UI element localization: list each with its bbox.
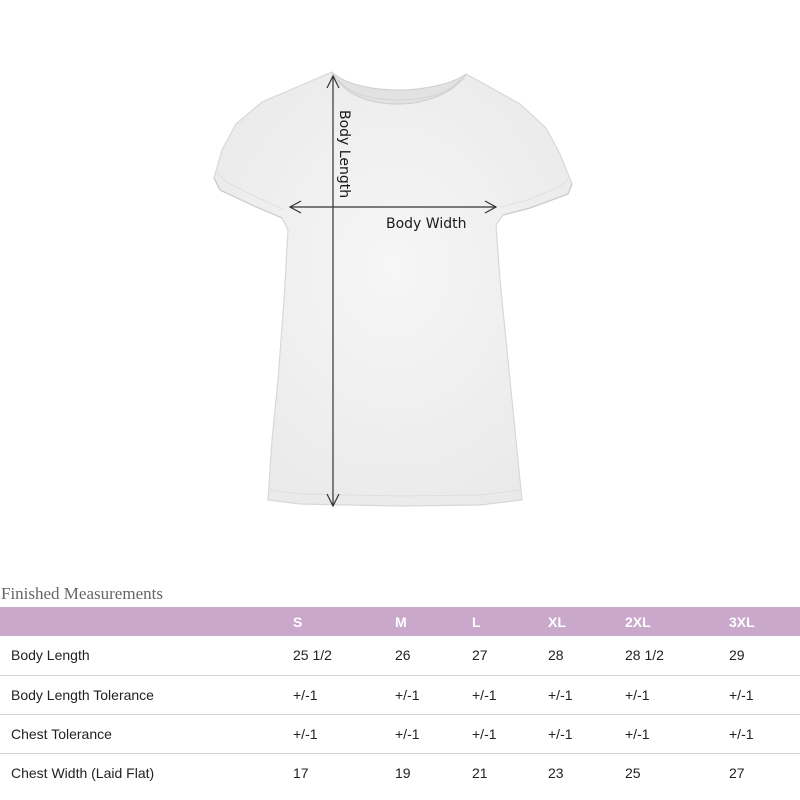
table-cell: +/-1	[293, 686, 318, 703]
table-cell: +/-1	[729, 725, 754, 742]
table-cell: 17	[293, 764, 309, 781]
table-row	[0, 714, 800, 753]
table-cell: 29	[729, 647, 745, 664]
table-cell: 21	[472, 764, 488, 781]
row-label: Chest Tolerance	[11, 725, 112, 742]
size-header-row	[0, 607, 800, 636]
body-width-label: Body Width	[386, 216, 467, 232]
table-cell: +/-1	[548, 686, 573, 703]
table-cell: +/-1	[395, 725, 420, 742]
size-header: XL	[548, 613, 566, 630]
table-cell: 28	[548, 647, 564, 664]
table-cell: 19	[395, 764, 411, 781]
table-cell: 27	[472, 647, 488, 664]
table-cell: +/-1	[548, 725, 573, 742]
table-cell: 28 1/2	[625, 647, 664, 664]
size-header: S	[293, 613, 303, 630]
body-length-label: Body Length	[336, 110, 352, 199]
table-cell: +/-1	[729, 686, 754, 703]
table-row	[0, 636, 800, 675]
size-header: 3XL	[729, 613, 755, 630]
size-header: L	[472, 613, 481, 630]
table-cell: 23	[548, 764, 564, 781]
table-cell: +/-1	[472, 686, 497, 703]
table-row	[0, 753, 800, 792]
size-header: 2XL	[625, 613, 651, 630]
table-cell: +/-1	[293, 725, 318, 742]
table-cell: +/-1	[625, 725, 650, 742]
table-cell: +/-1	[395, 686, 420, 703]
size-chart-table	[0, 607, 800, 792]
row-label: Chest Width (Laid Flat)	[11, 764, 155, 781]
header-blank	[0, 607, 293, 636]
table-cell: 27	[729, 764, 745, 781]
shirt-body	[214, 72, 572, 506]
table-cell: 25	[625, 764, 641, 781]
table-cell: 25 1/2	[293, 647, 332, 664]
row-label: Body Length	[11, 647, 90, 664]
row-label: Body Length Tolerance	[11, 686, 154, 703]
size-header: M	[395, 613, 407, 630]
table-row	[0, 675, 800, 714]
table-cell: +/-1	[472, 725, 497, 742]
table-cell: 26	[395, 647, 411, 664]
table-cell: +/-1	[625, 686, 650, 703]
measurements-caption: Finished Measurements	[1, 584, 163, 603]
